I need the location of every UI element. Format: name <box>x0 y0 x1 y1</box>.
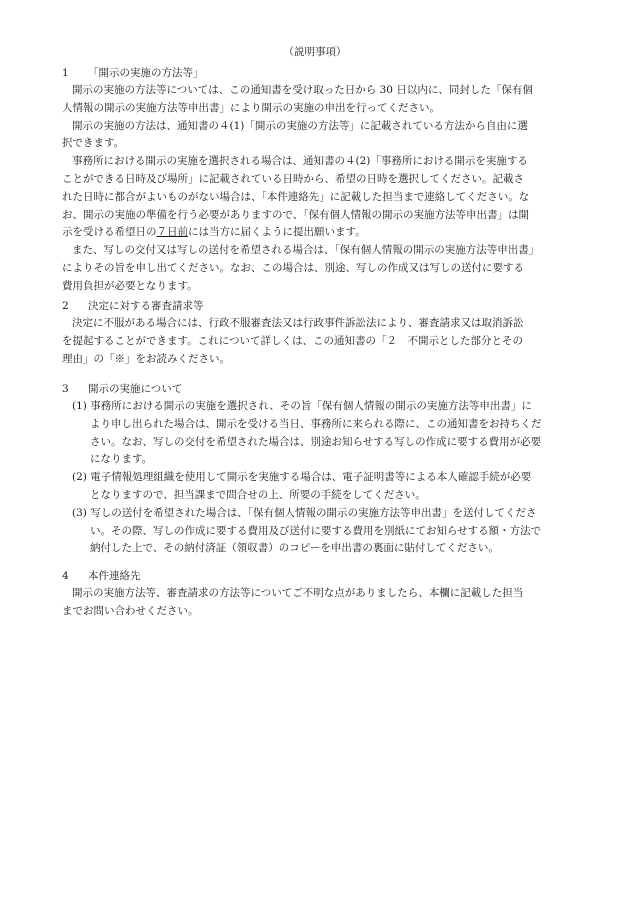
list-item-line: となりますので、担当課まで問合せの上、所要の手続をしてください。 <box>90 488 426 501</box>
paragraph-line: によりその旨を申し出てください。なお、この場合は、別途、写しの作成又は写しの送付に要する <box>62 261 524 274</box>
section-heading <box>62 567 570 585</box>
deadline-text-prefix: 示を受ける希望日の <box>62 226 157 239</box>
paragraph-line: お、開示の実施の準備を行う必要がありますので、「保有個人情報の開示の実施方法等申出書」は開 <box>62 208 530 221</box>
list-item-line: (3) 写しの送付を希望された場合は、「保有個人情報の開示の実施方法等申出書」を送付してくださ <box>72 506 537 519</box>
section-title: 本件連絡先 <box>88 570 141 582</box>
paragraph-line: また、写しの交付又は写しの送付を希望される場合は、「保有個人情報の開示の実施方法等申出書」 <box>72 244 540 257</box>
paragraph-line: までお問い合わせください。 <box>62 604 199 617</box>
paragraph-line: れた日時に都合がよいものがない場合は、「本件連絡先」に記載した担当まで連絡してください。な <box>62 190 530 203</box>
section-number: 1 <box>62 67 69 79</box>
section-heading <box>62 380 570 398</box>
list-item-line: (2) 電子情報処理組織を使用して開示を実施する場合は、電子証明書等による本人確認手続が必要 <box>72 471 532 484</box>
section-number: 2 <box>62 300 69 312</box>
section-disclosure-implementation <box>62 380 570 558</box>
paragraph-line: 開示の実施の方法等については、この通知書を受け取った日から 30 日以内に、同封した「保有個 <box>72 84 533 96</box>
paragraph-line: 決定に不服がある場合には、行政不服審査法又は行政事件訴訟法により、審査請求又は取消訴訟 <box>72 317 524 329</box>
section-number: 3 <box>62 383 69 395</box>
section-title: 開示の実施について <box>88 383 183 395</box>
section-heading <box>62 297 570 315</box>
document-title: （説明事項） <box>283 46 347 58</box>
deadline-text-suffix: には当方に届くように提出願います。 <box>188 226 366 239</box>
section-review-request <box>62 297 570 368</box>
list-item-line: い。その際、写しの作成に要する費用及び送付に要する費用を別紙にてお知らせする額・方法で <box>90 524 542 537</box>
section-title: 決定に対する審査請求等 <box>88 300 204 312</box>
paragraph-line: 開示の実施方法等、審査請求の方法等についてご不明な点がありましたら、本欄に記載した担当 <box>72 587 524 599</box>
list-item-line: (1) 事務所における開示の実施を選択され、その旨「保有個人情報の開示の実施方法等申出書」に <box>72 400 532 412</box>
paragraph-line: 開示の実施の方法は、通知書の４(1)「開示の実施の方法等」に記載されている方法から自由に選 <box>72 119 528 132</box>
list-item-line: になります。 <box>90 453 153 466</box>
paragraph-line: ことができる日時及び場所」に記載されている日時から、希望の日時を選択してください。記載さ <box>62 172 524 185</box>
section-title: 「開示の実施の方法等」 <box>88 67 204 79</box>
list-item-line: より申し出られた場合は、開示を受ける当日、事務所に来られる際に、この通知書をお持ちくだ <box>90 417 542 430</box>
section-disclosure-method <box>62 64 570 296</box>
list-item-line: さい。なお、写しの交付を希望された場合は、別途お知らせする写しの作成に要する費用が必要 <box>90 435 542 448</box>
section-heading <box>62 64 570 82</box>
paragraph-line <box>62 224 570 242</box>
list-item-line: 納付した上で、その納付済証（領収書）のコピーを申出書の裏面に貼付してください。 <box>90 542 499 555</box>
paragraph-line: 費用負担が必要となります。 <box>62 279 198 292</box>
paragraph-line: 事務所における開示の実施を選択される場合は、通知書の４(2)「事務所における開示を実施する <box>72 155 528 168</box>
paragraph-line: 択できます。 <box>62 137 125 150</box>
paragraph-line: を提起することができます。これについて詳しくは、この通知書の「２ 不開示とした部分とその <box>62 334 523 347</box>
deadline-days-underlined: ７日前 <box>156 226 188 239</box>
section-contact <box>62 567 570 621</box>
paragraph-line: 人情報の開示の実施方法等申出書」により開示の実施の申出を行ってください。 <box>62 101 440 114</box>
paragraph-line: 理由」の「※」をお読みください。 <box>62 352 230 365</box>
section-number: 4 <box>62 570 69 582</box>
